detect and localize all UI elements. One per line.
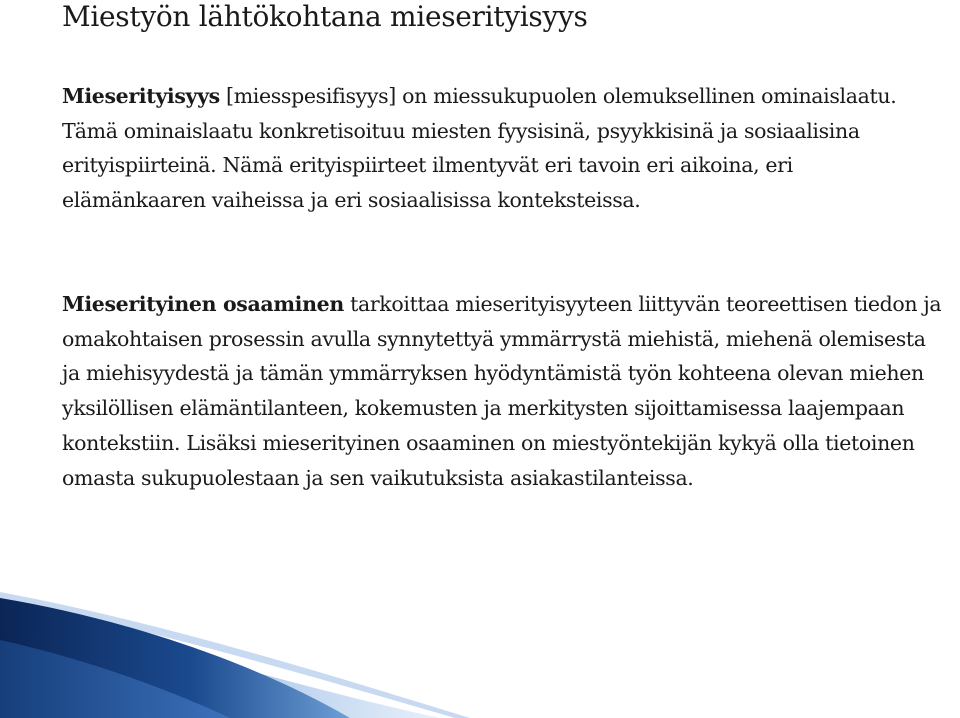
paragraph-term: Mieserityisyys <box>62 84 220 108</box>
wave-band-light <box>0 608 440 718</box>
paragraph-mieserityisyys <box>62 79 942 218</box>
paragraph-text: [miesspesifisyys] on miessukupuolen olemuksellinen ominaislaatu. Tämä ominaislaatu konkretisoituu miesten fyysisinä, psyykkisinä ja sosiaalisina erityispiirteinä. Nämä erityispiirteet ilmentyvät eri tavoin eri aikoina, eri elämänkaaren vaiheissa ja eri sosiaalisissa konteksteissa. <box>62 84 897 213</box>
paragraph-term: Mieserityinen osaaminen <box>62 292 344 316</box>
slide-title: Miestyön lähtökohtana mieserityisyys <box>62 0 588 33</box>
wave-band-dark <box>0 598 350 718</box>
paragraph-text: tarkoittaa mieserityisyyteen liittyvän teoreettisen tiedon ja omakohtaisen prosessin avulla synnytettyä ymmärrystä miehistä, miehenä olemisesta ja miehisyydestä ja tämän ymmärryksen hyödyntämistä työn kohteena olevan miehen yksilöllisen elämäntilanteen, kokemusten ja merkitysten sijoittamisessa laajempaan kontekstiin. Lisäksi mieserityinen osaaminen on miestyöntekijän kykyä olla tietoinen omasta sukupuolestaan ja sen vaikutuksista asiakastilanteissa. <box>62 292 942 490</box>
paragraph-mieserityinen-osaaminen <box>62 287 942 495</box>
wave-stripe <box>0 592 470 718</box>
wave-band-mid <box>0 640 230 718</box>
